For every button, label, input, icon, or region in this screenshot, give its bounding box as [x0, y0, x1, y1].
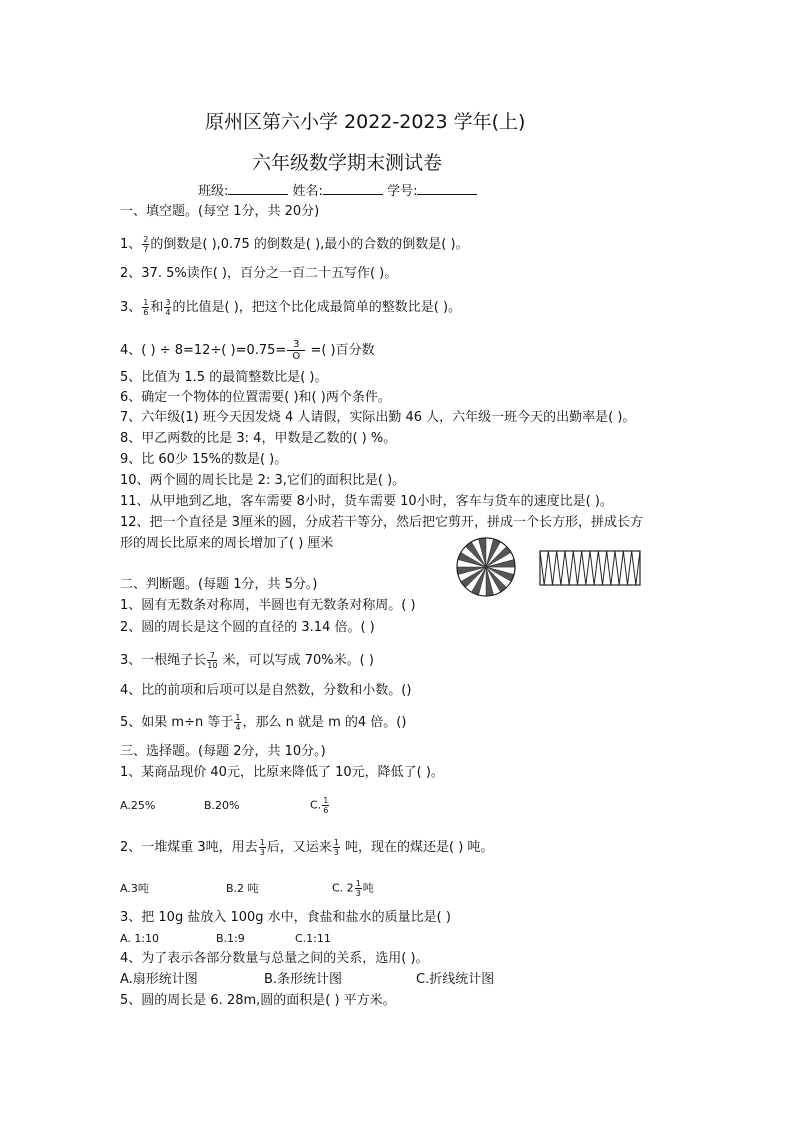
fraction: $\frac{7}{10}$ [207, 651, 218, 670]
fraction: $\frac{3}{4}$ [165, 298, 171, 317]
s2-question-4: 4、比的前项和后项可以是自然数，分数和小数。() [120, 683, 412, 698]
q-text: ，那么 n 就是 m 的4 倍。() [242, 715, 407, 730]
option-a[interactable]: A.扇形统计图 [120, 972, 198, 987]
option-a[interactable]: A.3吨 [120, 881, 149, 895]
rearranged-rectangle-figure [538, 547, 644, 589]
s1-question-9: 9、比 60少 15%的数是( )。 [120, 452, 288, 467]
q-text: 米，可以写成 70%米。( ) [218, 653, 374, 668]
s1-question-10: 10、两个圆的周长比是 2: 3,它们的面积比是( )。 [120, 473, 406, 488]
class-blank[interactable] [228, 182, 288, 195]
option-b[interactable]: B.条形统计图 [264, 972, 343, 987]
s3-question-1: 1、某商品现价 40元，比原来降低了 10元，降低了( )。 [120, 765, 444, 780]
s1-question-7: 7、六年级(1) 班今天因发烧 4 人请假，实际出勤 46 人，六年级一班今天的出勤率是( )。 [120, 410, 636, 425]
s3-question-4: 4、为了表示各部分数量与总量之间的关系，选用( )。 [120, 951, 429, 966]
fraction: $\frac{1}{6}$ [323, 796, 329, 815]
s1-question-5: 5、比值为 1.5 的最简整数比是( )。 [120, 370, 328, 385]
q-text: 后，又运来 [266, 840, 332, 855]
s1-question-12-line1: 12、把一个直径是 3厘米的圆，分成若干等分，然后把它剪开，拼成一个长方形，拼成长方 [120, 515, 643, 530]
fraction: $\frac{1}{4}$ [235, 713, 241, 732]
s1-question-12-line2: 形的周长比原来的周长增加了( ) 厘米 [120, 536, 334, 551]
s1-question-6: 6、确定一个物体的位置需要( )和( )两个条件。 [120, 390, 391, 405]
s1-question-1 [120, 235, 469, 254]
s3-question-2 [120, 838, 493, 857]
q-text: 的倒数是( ),0.75 的倒数是( ),最小的合数的倒数是( )。 [150, 237, 469, 252]
option-a[interactable]: A. 1:10 [120, 932, 160, 945]
s2-question-2: 2、圆的周长是这个圆的直径的 3.14 倍。( ) [120, 620, 375, 635]
q-text: 的比值是( )，把这个比化成最简单的整数比是( )。 [172, 300, 462, 315]
option-c[interactable]: C.1:11 [295, 932, 331, 945]
option-b[interactable]: B.20% [204, 798, 240, 812]
exam-title-line1: 原州区第六小学 2022-2023 学年(上) [205, 111, 526, 133]
option-c[interactable]: C.折线统计图 [416, 972, 495, 987]
s3-q4-options [120, 972, 494, 988]
s1-question-3 [120, 298, 461, 317]
s1-question-4 [120, 339, 375, 362]
fraction: $\frac{1}{6}$ [143, 298, 149, 317]
s3-question-3: 3、把 10g 盐放入 100g 水中，食盐和盐水的质量比是( ) [120, 910, 451, 925]
fraction: $\frac{1}{3}$ [355, 879, 361, 898]
s3-question-5: 5、圆的周长是 6. 28m,圆的面积是( ) 平方米。 [120, 993, 396, 1008]
name-blank[interactable] [323, 182, 383, 195]
fraction: $\frac{1}{3}$ [333, 838, 339, 857]
exam-title-line2: 六年级数学期末测试卷 [252, 152, 443, 174]
id-label: 学号: [387, 184, 418, 199]
option-b[interactable]: B.2 吨 [226, 881, 259, 895]
s3-q1-options [120, 796, 330, 815]
q-text: 吨，现在的煤还是( ) 吨。 [340, 840, 494, 855]
name-label: 姓名: [292, 184, 323, 199]
q-text: 3、一根绳子长 [120, 653, 207, 668]
fraction: $\frac{1}{3}$ [259, 838, 265, 857]
fraction: $\frac{2}{7}$ [143, 235, 149, 254]
divided-circle-figure [454, 535, 518, 599]
s3-q3-options [120, 931, 331, 947]
s1-question-11: 11、从甲地到乙地，客车需要 8小时，货车需要 10小时，客车与货车的速度比是( )。 [120, 494, 613, 509]
fraction: $\frac{3}{O}$ [287, 339, 305, 362]
q-text: 5、如果 m÷n 等于 [120, 715, 234, 730]
q-text: 2、一堆煤重 3吨，用去 [120, 840, 258, 855]
student-info-row [198, 182, 477, 200]
s2-question-3 [120, 651, 374, 670]
option-a[interactable]: A.25% [120, 798, 156, 812]
option-c[interactable]: C. $\frac{1}{6}$ [310, 796, 329, 815]
section1-heading: 一、填空题。(每空 1分，共 20分) [120, 204, 320, 219]
q-text: 和 [150, 300, 164, 315]
option-b[interactable]: B.1:9 [216, 932, 245, 945]
q-prefix: 3、 [120, 300, 142, 315]
section2-heading: 二、判断题。(每题 1分，共 5分。) [120, 577, 318, 592]
q-prefix: 1、 [120, 237, 142, 252]
class-label: 班级: [198, 184, 229, 199]
id-blank[interactable] [417, 182, 477, 195]
q-text: 4、( ) ÷ 8=12÷( )=0.75= [120, 343, 287, 358]
section3-heading: 三、选择题。(每题 2分，共 10分。) [120, 744, 326, 759]
s2-question-5 [120, 713, 406, 732]
s1-question-2: 2、37. 5%读作( )，百分之一百二十五写作( )。 [120, 266, 398, 281]
s3-q2-options [120, 879, 374, 898]
option-c[interactable]: C. 2 $\frac{1}{3}$ 吨 [332, 879, 374, 898]
s1-question-8: 8、甲乙两数的比是 3: 4，甲数是乙数的( ) %。 [120, 431, 397, 446]
s2-question-1: 1、圆有无数条对称周，半圆也有无数条对称周。( ) [120, 598, 416, 613]
q-text: =( )百分数 [306, 343, 375, 358]
